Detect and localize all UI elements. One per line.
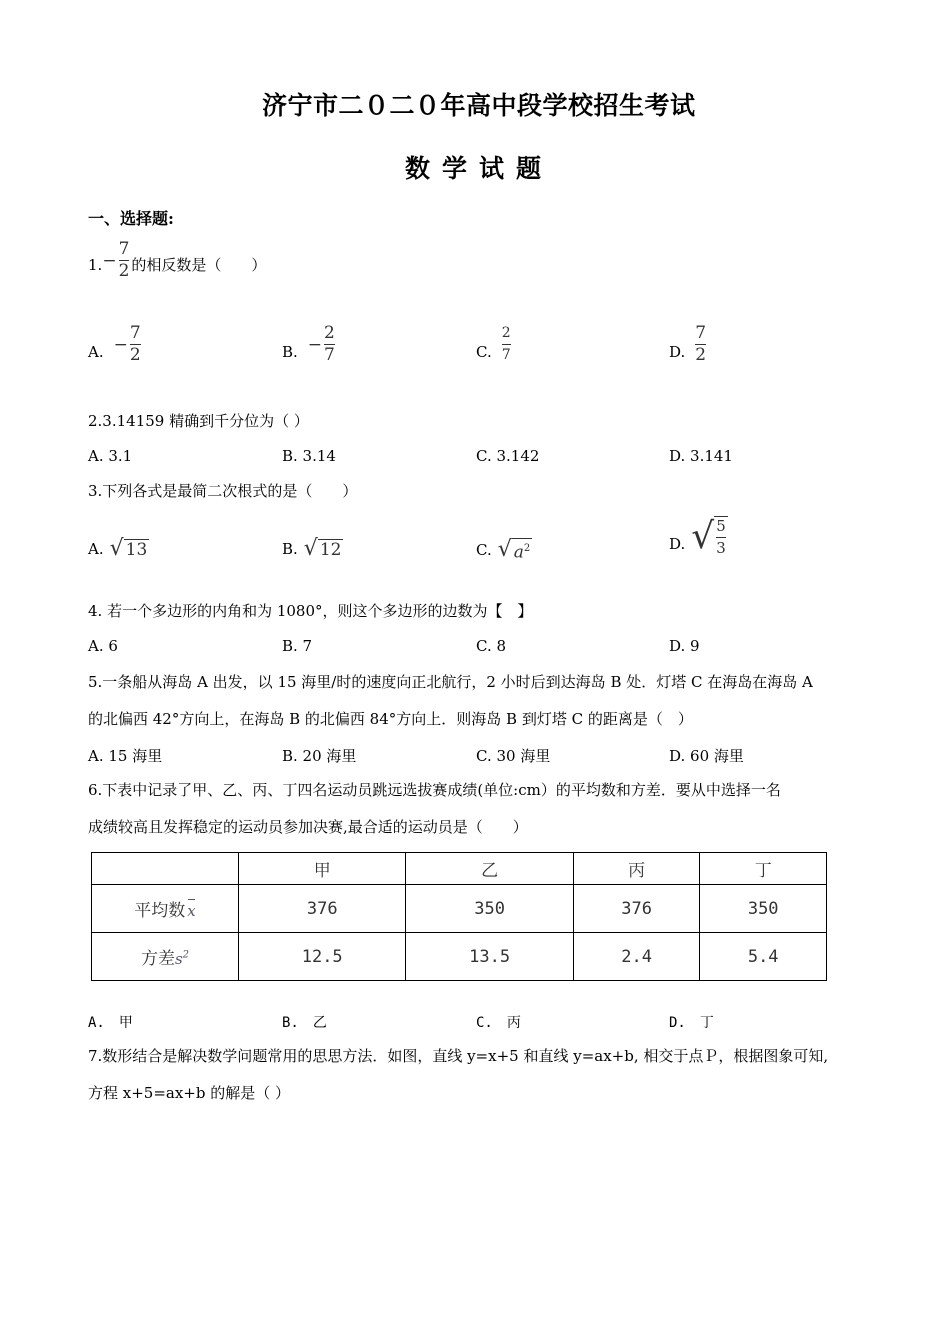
- q5-option-b: B. 20 海里: [282, 747, 357, 765]
- table-cell: 2.4: [573, 933, 700, 981]
- exam-subtitle: 数学试题: [405, 154, 554, 183]
- q6-option-a: A. 甲: [88, 1015, 133, 1031]
- fraction: [119, 240, 130, 281]
- q2-option-d: D. 3.141: [669, 447, 733, 465]
- numerator: 7: [129, 323, 141, 343]
- q2-option-b: B. 3.14: [282, 447, 336, 465]
- table-header-cell: [92, 853, 239, 885]
- table-cell: 376: [573, 885, 700, 933]
- table-header-cell: 乙: [406, 853, 573, 885]
- q5-option-a: A. 15 海里: [88, 747, 163, 765]
- square-root: √ 13: [109, 536, 148, 561]
- square-root: √ $a^2$: [497, 537, 531, 563]
- table-cell: 13.5: [406, 933, 573, 981]
- q5-option-d: D. 60 海里: [669, 747, 744, 765]
- q6-option-c: C. 丙: [476, 1015, 521, 1031]
- denominator: 7: [501, 347, 511, 363]
- q3-option-a: [88, 538, 149, 560]
- minus-sign: −: [102, 250, 117, 271]
- table-cell: 376: [239, 885, 406, 933]
- table-header-cell: 丙: [573, 853, 700, 885]
- table-header-cell: 丁: [700, 853, 827, 885]
- exponent: 2: [523, 543, 531, 554]
- option-label: B.: [282, 342, 298, 361]
- table-row: [92, 885, 827, 933]
- row-label-text: 方差: [140, 949, 175, 969]
- denominator: 2: [695, 345, 707, 365]
- q4-option-b: B. 7: [282, 637, 313, 655]
- option-label: A.: [88, 342, 104, 361]
- question-5-line-2: 的北偏西 42°方向上，在海岛 B 的北偏西 84°方向上．则海岛 B 到灯塔 C 的距离是（ ）: [88, 710, 693, 728]
- q1-option-c: [476, 324, 511, 365]
- q4-option-c: C. 8: [476, 637, 507, 655]
- numerator: 7: [118, 239, 130, 259]
- square-root: √ $\frac{5}{3}$: [691, 516, 726, 557]
- table-header-row: [92, 853, 827, 885]
- option-label: C.: [476, 541, 492, 560]
- question-6-line-1: 6.下表中记录了甲、乙、丙、丁四名运动员跳远选拔赛成绩(单位:cm）的平均数和方差．要从中选择一名: [88, 781, 781, 799]
- question-2: 2.3.14159 精确到千分位为（ ）: [88, 412, 309, 430]
- fraction: [695, 324, 706, 365]
- question-6-line-2: 成绩较高且发挥稳定的运动员参加决赛,最合适的运动员是（ ）: [88, 818, 528, 836]
- radicand: [512, 538, 533, 563]
- q3-option-b: [282, 538, 343, 560]
- table-row: [92, 933, 827, 981]
- table-cell: 12.5: [239, 933, 406, 981]
- q3-option-d: [669, 516, 728, 558]
- variance-exponent: 2: [182, 949, 190, 961]
- radicand: 13: [125, 539, 148, 560]
- numerator: 5: [716, 517, 726, 535]
- denominator: 7: [324, 345, 335, 365]
- q4-option-d: D. 9: [669, 637, 700, 655]
- table-header-cell: 甲: [239, 853, 406, 885]
- q1-option-a: [88, 324, 141, 365]
- option-label: A.: [88, 540, 104, 558]
- question-4: 4. 若一个多边形的内角和为 1080°，则这个多边形的边数为【 】: [88, 602, 533, 620]
- denominator: 2: [129, 345, 141, 365]
- question-5-line-1: 5.一条船从海岛 A 出发，以 15 海里/时的速度向正北航行，2 小时后到达海岛 B 处．灯塔 C 在海岛在海岛 A: [88, 673, 813, 691]
- exam-title: 济宁市二０二０年高中段学校招生考试: [262, 91, 696, 120]
- q1-option-d: [669, 324, 706, 365]
- q1-option-b: [282, 324, 335, 365]
- question-3: 3.下列各式是最简二次根式的是（ ）: [88, 482, 358, 500]
- option-label: C.: [476, 342, 492, 361]
- denominator: 2: [118, 261, 130, 281]
- denominator: 3: [716, 539, 726, 557]
- q5-option-c: C. 30 海里: [476, 747, 551, 765]
- mean-symbol: x: [187, 902, 196, 920]
- fraction: [716, 517, 726, 558]
- row-label-mean: [92, 885, 239, 933]
- q2-option-c: C. 3.142: [476, 447, 540, 465]
- section-heading: 一、选择题:: [88, 209, 174, 228]
- q6-option-d: D. 丁: [669, 1015, 714, 1031]
- numerator: 2: [501, 325, 511, 341]
- question-7-line-1: 7.数形结合是解决数学问题常用的思思方法．如图，直线 y=x+5 和直线 y=ax+b, 相交于点Ｐ，根据图象可知,: [88, 1047, 829, 1065]
- q4-option-a: A. 6: [88, 637, 118, 655]
- table-cell: 5.4: [700, 933, 827, 981]
- radicand: 12: [319, 539, 342, 560]
- fraction: [502, 324, 511, 365]
- option-label: B.: [282, 540, 298, 558]
- variance-symbol: s: [174, 950, 183, 968]
- table-cell: 350: [700, 885, 827, 933]
- q3-option-c: [476, 538, 532, 563]
- q6-option-b: B. 乙: [282, 1015, 327, 1031]
- minus-sign: −: [307, 334, 323, 355]
- question-text: 的相反数是（ ）: [131, 255, 267, 274]
- option-label: D.: [669, 535, 686, 553]
- numerator: 7: [695, 323, 707, 343]
- table-cell: 350: [406, 885, 573, 933]
- question-number: 1.: [88, 255, 103, 274]
- square-root: √ 12: [303, 536, 342, 561]
- row-label-variance: [92, 933, 239, 981]
- score-table: [91, 852, 827, 981]
- numerator: 2: [324, 323, 335, 343]
- variable-a: a: [513, 542, 524, 563]
- q2-option-a: A. 3.1: [88, 447, 133, 465]
- option-label: D.: [669, 342, 686, 361]
- minus-sign: −: [113, 334, 128, 355]
- row-label-text: 平均数: [134, 901, 186, 921]
- question-1: [88, 240, 266, 281]
- fraction: [324, 324, 335, 365]
- fraction: [130, 324, 141, 365]
- question-7-line-2: 方程 x+5=ax+b 的解是（ ）: [88, 1084, 291, 1102]
